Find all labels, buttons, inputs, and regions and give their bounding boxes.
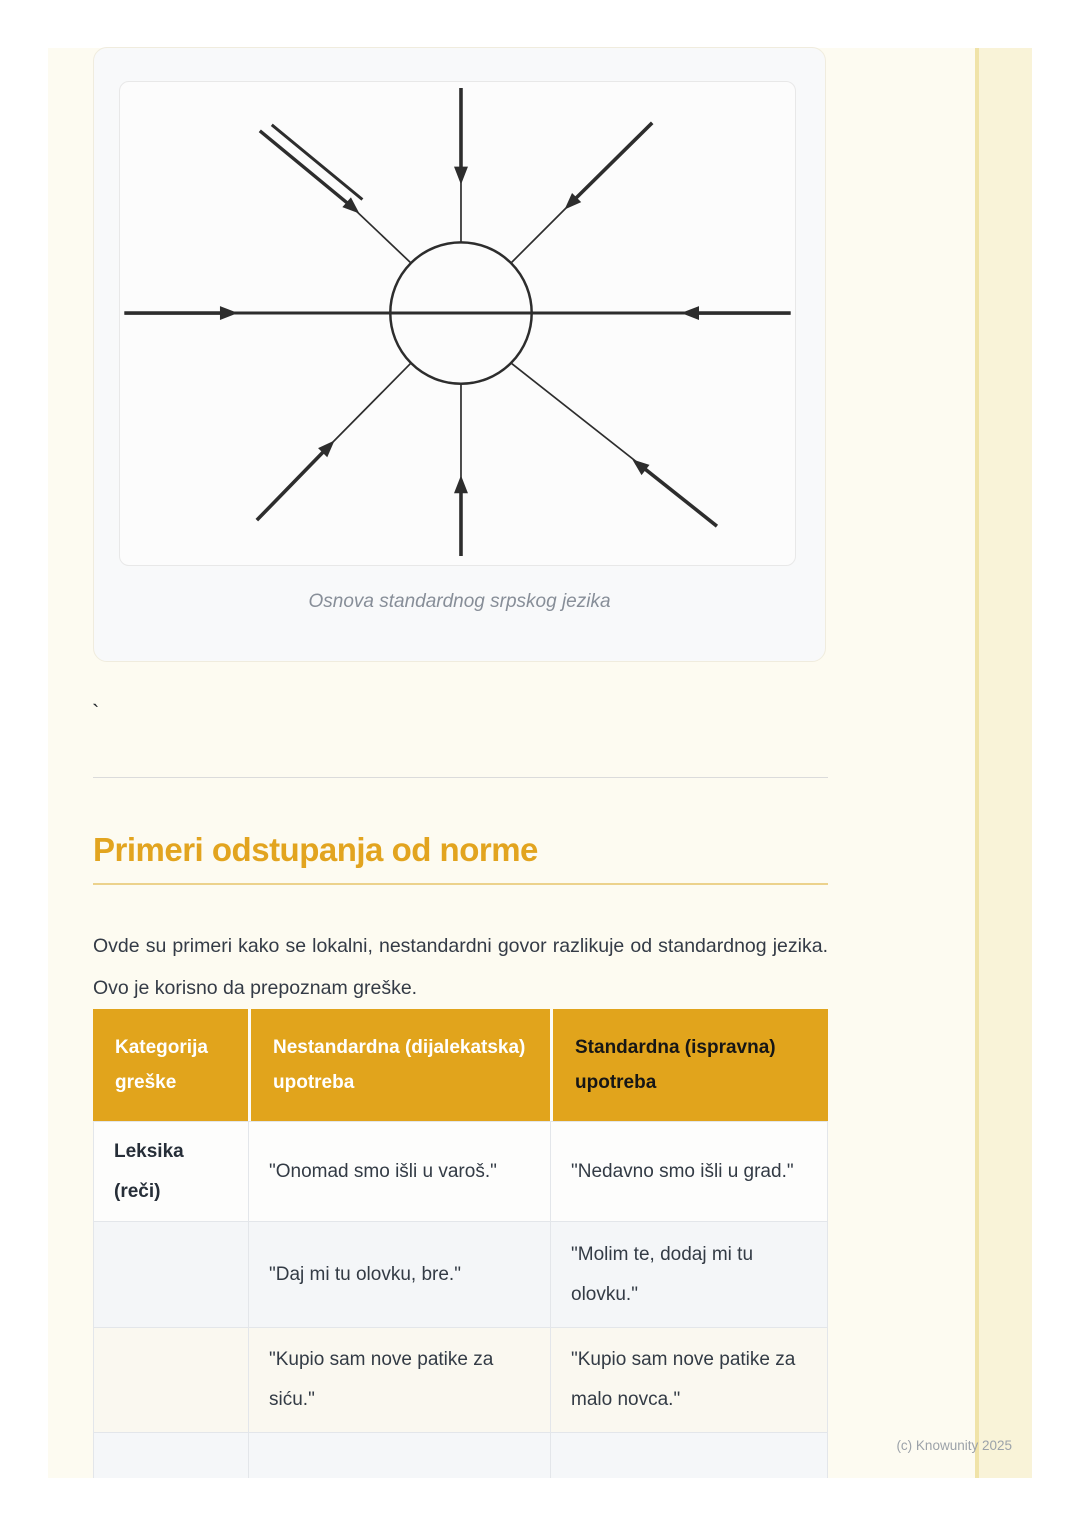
table-row	[93, 1222, 828, 1328]
table-cell	[550, 1433, 828, 1478]
table-cell: "Kupio sam nove patike za siću."	[248, 1328, 550, 1433]
radial-arrows-diagram	[120, 82, 795, 565]
table-cell: Leksika (reči)	[93, 1121, 248, 1222]
section-title-underline	[93, 883, 828, 885]
table-cell	[93, 1328, 248, 1433]
table-header-standard: Standardna (ispravna) upotreba	[550, 1009, 828, 1121]
table-header-category: Kategorija greške	[93, 1009, 248, 1121]
table-cell	[93, 1433, 248, 1478]
table-cell: "Molim te, dodaj mi tu olovku."	[550, 1222, 828, 1328]
table-cell: "Kupio sam nove patike za malo novca."	[550, 1328, 828, 1433]
table-cell	[248, 1433, 550, 1478]
table-header-nonstandard: Nestandardna (dijalekatska) upotreba	[248, 1009, 550, 1121]
right-edge-ribbon	[975, 48, 1032, 1478]
figure-caption: Osnova standardnog srpskog jezika	[308, 591, 611, 612]
figure-card	[93, 47, 826, 662]
table-cell	[93, 1222, 248, 1328]
table-cell: "Daj mi tu olovku, bre."	[248, 1222, 550, 1328]
section-divider	[93, 777, 828, 778]
table-row	[93, 1121, 828, 1222]
section-title: Primeri odstupanja od norme	[93, 831, 538, 868]
figure-image-panel	[119, 81, 796, 566]
table-row	[93, 1328, 828, 1433]
intro-paragraph: Ovde su primeri kako se lokalni, nestandardni govor razlikuje od standardnog jezika. Ovo je korisno da prepoznam greške.	[93, 934, 828, 999]
table-row	[93, 1433, 828, 1478]
table-cell: "Nedavno smo išli u grad."	[550, 1121, 828, 1222]
copyright-notice: (c) Knowunity 2025	[896, 1438, 1012, 1453]
stray-backtick: `	[92, 700, 100, 725]
examples-table	[93, 1009, 828, 1478]
table-cell: "Onomad smo išli u varoš."	[248, 1121, 550, 1222]
table-header-row	[93, 1009, 828, 1121]
